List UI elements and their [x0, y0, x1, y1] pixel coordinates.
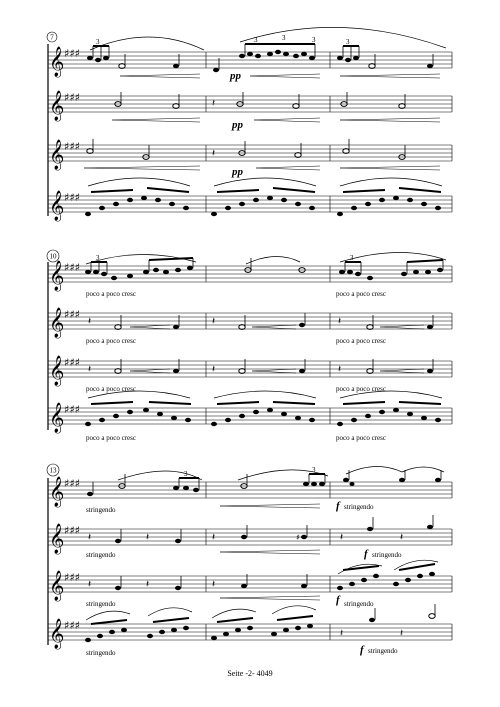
expression-text: stringendo — [372, 551, 402, 559]
key-sharps-icon: ♯♯♯ — [64, 308, 80, 321]
dynamic-f: f — [364, 548, 368, 560]
treble-clef-icon: 𝄞 — [49, 91, 65, 121]
key-sharps-icon: ♯♯♯ — [64, 571, 80, 584]
svg-text:𝄽: 𝄽 — [88, 579, 92, 590]
dynamic-pp: pp — [230, 70, 241, 82]
key-sharps-icon: ♯♯♯ — [64, 524, 80, 537]
staff-2 — [48, 90, 452, 131]
treble-clef-icon: 𝄞 — [49, 356, 65, 386]
tuplet-3: 3 — [346, 38, 350, 46]
svg-text:𝄽: 𝄽 — [340, 628, 344, 639]
tuplet-3: 3 — [96, 38, 100, 46]
svg-text:𝄽: 𝄽 — [212, 532, 216, 543]
expression-text: poco a poco cresc — [86, 337, 136, 345]
dynamic-pp: pp — [232, 119, 243, 131]
key-sharps-icon: ♯♯♯ — [64, 356, 80, 369]
treble-clef-icon: 𝄞 — [49, 308, 65, 338]
treble-clef-icon: 𝄞 — [49, 403, 65, 433]
svg-text:𝄽: 𝄽 — [340, 532, 344, 543]
expression-text: stringendo — [86, 649, 116, 657]
treble-clef-icon: 𝄞 — [49, 571, 65, 601]
staff-1 — [48, 27, 452, 82]
svg-text:𝄽: 𝄽 — [88, 364, 92, 375]
expression-text: stringendo — [86, 600, 116, 608]
expression-text: poco a poco cresc — [336, 385, 386, 393]
tuplet-3: 3 — [350, 254, 354, 262]
expression-text: stringendo — [86, 506, 116, 514]
svg-text:𝄽: 𝄽 — [212, 316, 216, 327]
key-sharps-icon: ♯♯♯ — [64, 191, 80, 204]
system-3 — [47, 464, 452, 657]
expression-text: poco a poco cresc — [86, 290, 136, 298]
staff-3 — [48, 139, 452, 178]
system-2 — [47, 250, 452, 442]
svg-text:𝄽: 𝄽 — [88, 316, 92, 327]
expression-text: poco a poco cresc — [336, 290, 386, 298]
svg-text:𝄽: 𝄽 — [88, 532, 92, 543]
measure-number: 10 — [49, 252, 57, 261]
key-sharps-icon: ♯♯♯ — [64, 91, 80, 104]
key-sharps-icon: ♯♯♯ — [64, 403, 80, 416]
treble-clef-icon: 𝄞 — [49, 619, 65, 649]
svg-text:♯: ♯ — [296, 533, 300, 542]
measure-number: 13 — [49, 466, 57, 475]
svg-text:𝄽: 𝄽 — [212, 579, 216, 590]
svg-text:𝄽: 𝄽 — [400, 532, 404, 543]
treble-clef-icon: 𝄞 — [49, 140, 65, 170]
tuplet-3: 3 — [184, 470, 188, 478]
treble-clef-icon: 𝄞 — [49, 47, 65, 77]
key-sharps-icon: ♯♯♯ — [64, 477, 80, 490]
expression-text: poco a poco cresc — [86, 385, 136, 393]
expression-text: poco a poco cresc — [86, 434, 136, 442]
dynamic-f: f — [360, 644, 364, 656]
expression-text: poco a poco cresc — [336, 337, 386, 345]
page-footer: Seite -2- 4049 — [227, 669, 273, 678]
expression-text: stringendo — [86, 551, 116, 559]
dynamic-f: f — [336, 500, 340, 512]
key-sharps-icon: ♯♯♯ — [64, 140, 80, 153]
expression-text: stringendo — [344, 600, 374, 608]
tuplet-3: 3 — [312, 466, 316, 474]
treble-clef-icon: 𝄞 — [49, 477, 65, 507]
treble-clef-icon: 𝄞 — [49, 261, 65, 291]
svg-text:𝄽: 𝄽 — [338, 364, 342, 375]
tuplet-3: 3 — [312, 36, 316, 44]
key-sharps-icon: ♯♯♯ — [64, 47, 80, 60]
expression-text: stringendo — [368, 647, 398, 655]
svg-text:𝄽: 𝄽 — [146, 532, 150, 543]
svg-text:𝄽: 𝄽 — [146, 579, 150, 590]
tuplet-3: 3 — [282, 34, 286, 42]
expression-text: poco a poco cresc — [336, 434, 386, 442]
rest-icon: 𝄽 — [212, 98, 216, 109]
tuplet-3: 3 — [254, 36, 258, 44]
expression-text: stringendo — [344, 503, 374, 511]
key-sharps-icon: ♯♯♯ — [64, 261, 80, 274]
tuplet-3: 3 — [96, 254, 100, 262]
svg-text:𝄽: 𝄽 — [212, 364, 216, 375]
measure-number: 7 — [50, 33, 54, 42]
treble-clef-icon: 𝄞 — [49, 524, 65, 554]
key-sharps-icon: ♯♯♯ — [64, 619, 80, 632]
dynamic-pp: pp — [232, 166, 243, 178]
treble-clef-icon: 𝄞 — [49, 191, 65, 221]
staff-4 — [48, 178, 452, 222]
rest-icon: 𝄽 — [212, 148, 216, 159]
system-1 — [47, 27, 452, 222]
svg-text:𝄽: 𝄽 — [400, 628, 404, 639]
dynamic-f: f — [336, 594, 340, 606]
svg-text:𝄽: 𝄽 — [338, 316, 342, 327]
